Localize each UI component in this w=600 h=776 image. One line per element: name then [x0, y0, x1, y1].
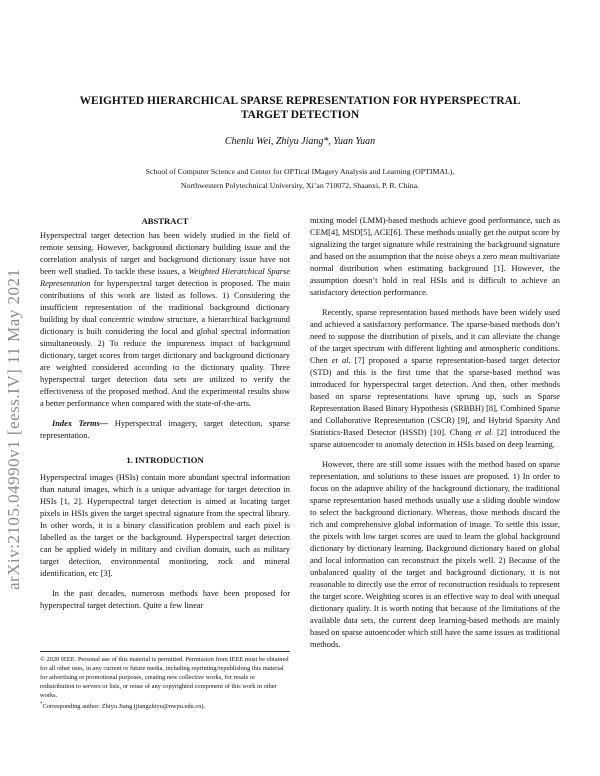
intro-heading: 1. INTRODUCTION	[126, 455, 204, 465]
title-line-2: TARGET DETECTION	[240, 109, 360, 121]
abstract-text: Hyperspectral target detection has been widely studied in the field of remote sensing. However, background dictionary building issue and the correlation analysis of target and background dictionary issue have not been well studied. To tackle these issues, a Weighted Hierarchical Sparse Representation for hyperspectral target detection is proposed. The main contributions of this work are listed as follows. 1) Considering the insufficient representation of the traditional background dictionary building by dual concentric window structure, a hierarchical background dictionary is built considering the local and global spectral information simultaneously. 2) To reduce the impureness impact of background dictionary, target scores from target dictionary and background dictionary are weighted considered according to the dictionary quality. Three hyperspectral target detection data sets are utilized to verify the effectiveness of the proposed method. And the experimental results show a better performance when compared with the state-of-the-arts.	[40, 231, 290, 408]
corresponding-author: *Corresponding author: Zhiyu Jiang (jiangzhiyu@nwpu.edu.cn).	[40, 702, 206, 711]
left-column	[40, 215, 290, 620]
affiliation	[60, 165, 540, 193]
paper-title	[60, 94, 540, 122]
index-terms: Index Terms— Hyperspectral imagery, target detection, sparse representation.	[40, 419, 290, 440]
abstract-heading: ABSTRACT	[141, 216, 189, 226]
intro-paragraph-2: In the past decades, numerous methods have been proposed for hyperspectral target detection. Quite a few linear	[40, 589, 290, 610]
copyright-note: © 2020 IEEE. Personal use of this material is permitted. Permission from IEEE must be obtained for all other uses, in any current or future media, including reprinting/republishing this material for advertising or promotional purposes, creating new collective works, for resale or redistribution to servers or lists, or reuse of any copyrighted component of this work in other works.	[40, 656, 289, 699]
right-paragraph-3: However, there are still some issues with the method based on sparse representation, and solutions to these issues are proposed. 1) In order to focus on the adaptive ability of the background dictionary, the traditional sparse representation based methods usually use a sliding double window to select the background dictionary. Whereas, those methods discard the rich and comprehensive global information of image. To settle this issue, the pixels with low target scores are used to learn the global background dictionary by dictionary learning. Background dictionary based on global and local information can reconstruct the pixels well. 2) Because of the unbalanced quality of the target and background dictionary, it is not reasonable to directly use the error of reconstruction residuals to represent the target score. Weighting scores is an effective way to deal with unequal dictionary quality. It is worth noting that because of the limitations of the available data sets, the current deep learning-based methods are mainly based on sparse autoencoder which still have the same issues as traditional methods.	[310, 460, 561, 649]
method-name: Weighted Hierarchical Sparse Representation	[40, 267, 290, 288]
right-column	[310, 215, 560, 659]
authors: Chenlu Wei, Zhiyu Jiang*, Yuan Yuan	[224, 136, 376, 147]
asterisk-mark: *	[40, 702, 43, 707]
footnote	[40, 651, 290, 711]
affiliation-line-2: Northwestern Polytechnical University, Xi’an 710072, Shaanxi, P. R. China.	[180, 181, 420, 190]
intro-paragraph-1: Hyperspectral images (HSIs) contain more abundant spectral information than natural images, which is a unique advantage for target detection in HSIs [1, 2]. Hyperspectral target detection is aimed at locating target pixels in HSIs given the target spectral signature from the spectral library. In other words, it is a binary classification problem and each pixel is labelled as the target or the background. Hyperspectral target detection can be applied widely in military and civilian domain, such as military target detection, environmental monitoring, rock and mineral identification, etc [3].	[40, 473, 290, 578]
arxiv-stamp: arXiv:2105.04990v1 [eess.IV] 11 May 2021	[4, 268, 23, 590]
right-paragraph-2: Recently, sparse representation based methods have been widely used and achieved a satisfactory performance. The sparse-based methods don’t need to suppose the distribution of pixels, and it can alleviate the change of the target spectrum with different lighting and atmospheric conditions. Chen et al. [7] proposed a sparse representation-based target detector (STD) and this is the first time that the sparse-based method was introduced for hyperspectral target detection. And then, other methods based on sparse representations have sprung up, such as Sparse Representation Based Binary Hypothesis (SRBBH) [8], Combined Sparse and Collaborative Representation (CSCR) [9], and Hybrid Sparsity And Statistics-Based Detector (HSSD) [10]. Chang et al. [2] introduced the sparse autoencoder to anomaly detection in HSIs based on deep learning.	[310, 308, 561, 449]
affiliation-line-1: School of Computer Science and Center for OPTical IMagery Analysis and Learning (OPTIMAL),	[145, 167, 455, 176]
title-line-1: WEIGHTED HIERARCHICAL SPARSE REPRESENTATION FOR HYPERSPECTRAL	[79, 95, 521, 107]
right-paragraph-1: mixing model (LMM)-based methods achieve good performance, such as CEM[4], MSD[5], ACE[6]. These methods usually get the output score by signalizing the target signature while restraining the background signature and based on the assumption that the noise obeys a zero mean multivariate normal distribution when estimating background [1]. However, the assumption doesn’t hold in real HSIs and is difficult to achieve an satisfactory detection performance.	[310, 216, 560, 297]
